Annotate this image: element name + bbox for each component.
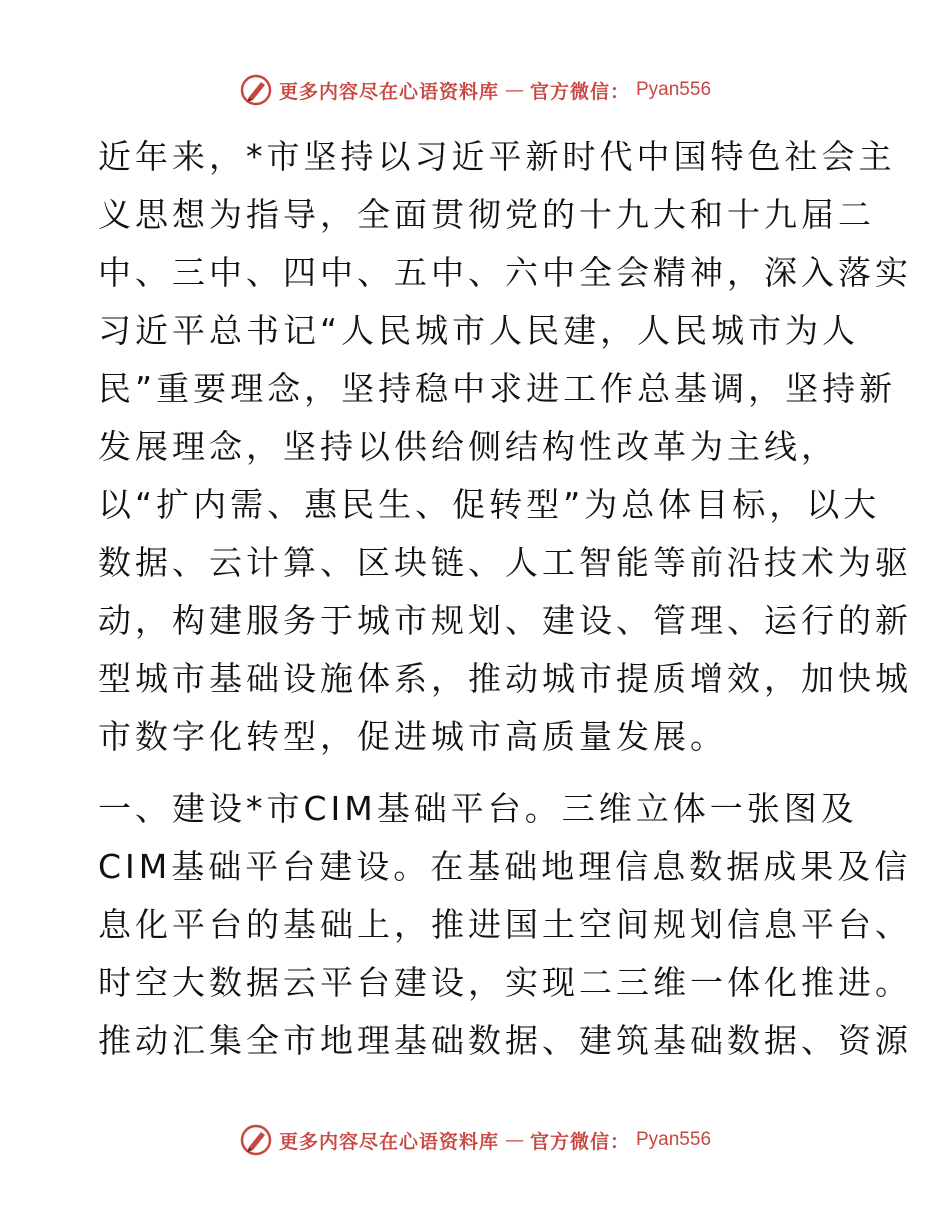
text-line: 近年来，*市坚持以习近平新时代中国特色社会主: [98, 137, 896, 176]
watermark-dash: —: [504, 79, 524, 101]
text-line: 一、建设*市CIM基础平台。三维立体一张图及: [98, 789, 858, 828]
pen-logo-icon: [239, 73, 273, 107]
text-line: 民”重要理念，坚持稳中求进工作总基调，坚持新: [98, 369, 897, 408]
text-line: 时空大数据云平台建设，实现二三维一体化推进。: [98, 963, 912, 1002]
header-watermark: [0, 70, 950, 110]
text-line: 动，构建服务于城市规划、建设、管理、运行的新: [98, 601, 912, 640]
text-line: CIM基础平台建设。在基础地理信息数据成果及信: [98, 847, 912, 886]
pen-logo-icon: [239, 1123, 273, 1157]
text-line: 推动汇集全市地理基础数据、建筑基础数据、资源: [98, 1021, 912, 1060]
text-line: 息化平台的基础上，推进国土空间规划信息平台、: [98, 905, 912, 944]
footer-watermark: [0, 1120, 950, 1160]
text-line: 中、三中、四中、五中、六中全会精神，深入落实: [98, 253, 912, 292]
text-line: 习近平总书记“人民城市人民建，人民城市为人: [98, 311, 860, 350]
watermark-brand-text: 更多内容尽在心语资料库: [278, 1130, 499, 1153]
text-line: 型城市基础设施体系，推动城市提质增效，加快城: [98, 659, 912, 698]
text-line: 发展理念，坚持以供给侧结构性改革为主线，: [98, 427, 838, 466]
watermark-contact-label: 官方微信：: [529, 80, 630, 103]
text-line: 以“扩内需、惠民生、促转型”为总体目标，以大: [98, 485, 881, 524]
paragraph-intro: [98, 128, 912, 766]
text-line: 数据、云计算、区块链、人工智能等前沿技术为驱: [98, 543, 912, 582]
paragraph-spacer: [98, 766, 858, 780]
document-body: [98, 128, 912, 1070]
text-line: 市数字化转型，促进城市高质量发展。: [98, 717, 727, 756]
watermark-contact-label: 官方微信：: [529, 1130, 630, 1153]
watermark-dash: —: [504, 1129, 524, 1151]
paragraph-section-one: [98, 780, 912, 1070]
watermark-brand-text: 更多内容尽在心语资料库: [278, 80, 499, 103]
watermark-contact-id: Pyan556: [636, 79, 712, 100]
text-line: 义思想为指导，全面贯彻党的十九大和十九届二: [98, 195, 875, 234]
watermark-contact-id: Pyan556: [636, 1129, 712, 1150]
